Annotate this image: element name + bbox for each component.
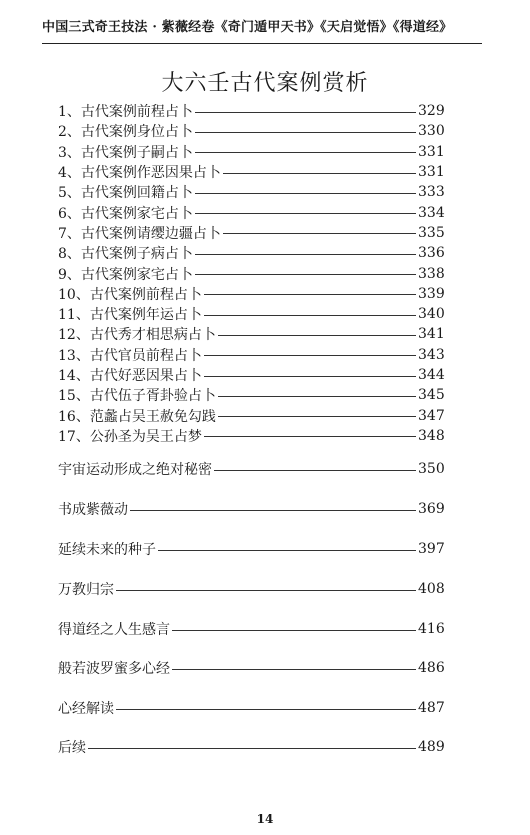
leader-line bbox=[172, 669, 416, 670]
chapter-entry[interactable] bbox=[58, 736, 445, 758]
toc-entry[interactable] bbox=[58, 385, 445, 405]
page-number: 14 bbox=[256, 812, 274, 826]
leader-line bbox=[130, 510, 416, 511]
toc-entry-label: 5、古代案例回籍占卜 bbox=[58, 185, 193, 202]
chapter-page: 487 bbox=[418, 700, 445, 716]
leader-line bbox=[218, 335, 416, 336]
toc-entry-label: 2、古代案例身位占卜 bbox=[58, 124, 193, 141]
toc-entry[interactable] bbox=[58, 162, 445, 182]
toc-entry-page: 330 bbox=[418, 123, 445, 140]
leader-line bbox=[204, 315, 416, 316]
leader-line bbox=[218, 416, 416, 417]
leader-line bbox=[204, 376, 416, 377]
leader-line bbox=[214, 470, 416, 471]
toc-entry[interactable] bbox=[58, 263, 445, 283]
chapter-label: 得道经之人生感言 bbox=[58, 622, 170, 638]
toc-entry-label: 10、古代案例前程占卜 bbox=[58, 286, 202, 303]
toc-entry-label: 16、范蠡占吴王赦免勾践 bbox=[58, 408, 216, 425]
toc-entry-label: 6、古代案例家宅占卜 bbox=[58, 205, 193, 222]
toc-entry[interactable] bbox=[58, 223, 445, 243]
leader-line bbox=[204, 355, 416, 356]
leader-line bbox=[195, 193, 416, 194]
toc-entry-label: 1、古代案例前程占卜 bbox=[58, 104, 193, 121]
chapter-page: 369 bbox=[418, 501, 445, 517]
chapter-label: 万教归宗 bbox=[58, 582, 114, 598]
section-title: 大六壬古代案例赏析 bbox=[161, 71, 369, 96]
toc-entry-label: 8、古代案例子病占卜 bbox=[58, 246, 193, 263]
running-header: 中国三式奇王技法 · 紫薇经卷《奇门遁甲天书》《天启觉悟》《得道经》 bbox=[42, 20, 453, 35]
chapter-page: 350 bbox=[418, 461, 445, 477]
leader-line bbox=[116, 590, 416, 591]
leader-line bbox=[172, 630, 416, 631]
toc-entry[interactable] bbox=[58, 182, 445, 202]
toc-entry-page: 343 bbox=[418, 346, 445, 363]
toc-entry-page: 331 bbox=[418, 143, 445, 160]
toc-entry-page: 340 bbox=[418, 306, 445, 323]
leader-line bbox=[223, 173, 416, 174]
chapter-page: 489 bbox=[418, 739, 445, 755]
toc-entry-label: 13、古代官员前程占卜 bbox=[58, 347, 202, 364]
leader-line bbox=[88, 748, 416, 749]
chapter-entry[interactable] bbox=[58, 618, 445, 640]
chapter-label: 后续 bbox=[58, 740, 86, 756]
toc-entry[interactable] bbox=[58, 345, 445, 365]
toc-entry-label: 11、古代案例年运占卜 bbox=[58, 307, 202, 324]
leader-line bbox=[195, 132, 416, 133]
toc-entry-page: 348 bbox=[418, 427, 445, 444]
toc-entry-page: 336 bbox=[418, 245, 445, 262]
leader-line bbox=[195, 254, 416, 255]
chapter-label: 心经解读 bbox=[58, 701, 114, 717]
chapter-entry[interactable] bbox=[58, 458, 445, 480]
toc-entry-page: 333 bbox=[418, 184, 445, 201]
leader-line bbox=[195, 152, 416, 153]
toc-entry-page: 341 bbox=[418, 326, 445, 343]
leader-line bbox=[195, 112, 416, 113]
chapter-page: 408 bbox=[418, 581, 445, 597]
toc-entry-label: 17、公孙圣为吴王占梦 bbox=[58, 428, 202, 445]
leader-line bbox=[204, 436, 416, 437]
toc-entry-label: 12、古代秀才相思病占卜 bbox=[58, 327, 216, 344]
chapter-page: 416 bbox=[418, 621, 445, 637]
leader-line bbox=[204, 294, 416, 295]
toc-entry-page: 345 bbox=[418, 387, 445, 404]
chapter-entry[interactable] bbox=[58, 538, 445, 560]
toc-entry[interactable] bbox=[58, 202, 445, 222]
toc-entry[interactable] bbox=[58, 142, 445, 162]
leader-line bbox=[116, 709, 416, 710]
leader-line bbox=[158, 550, 416, 551]
toc-entry-label: 14、古代好恶因果占卜 bbox=[58, 368, 202, 384]
toc-entry[interactable] bbox=[58, 365, 445, 385]
toc-entry[interactable] bbox=[58, 426, 445, 446]
toc-entry-page: 347 bbox=[418, 407, 445, 424]
toc-entry-page: 334 bbox=[418, 204, 445, 221]
toc-entry-label: 3、古代案例子嗣占卜 bbox=[58, 144, 193, 161]
toc-entry[interactable] bbox=[58, 304, 445, 324]
chapter-label: 延续未来的种子 bbox=[58, 542, 156, 558]
chapter-entry[interactable] bbox=[58, 578, 445, 600]
header-rule bbox=[42, 43, 482, 44]
toc-entry[interactable] bbox=[58, 243, 445, 263]
leader-line bbox=[195, 213, 416, 214]
chapter-entry[interactable] bbox=[58, 697, 445, 719]
toc-list bbox=[58, 101, 445, 446]
chapter-page: 397 bbox=[418, 541, 445, 557]
chapter-label: 书成紫薇动 bbox=[58, 502, 128, 518]
chapter-label: 宇宙运动形成之绝对秘密 bbox=[58, 462, 212, 478]
toc-entry-label: 4、古代案例作恶因果占卜 bbox=[58, 165, 221, 182]
leader-line bbox=[223, 233, 416, 234]
chapter-label: 般若波罗蜜多心经 bbox=[58, 661, 170, 677]
leader-line bbox=[218, 396, 416, 397]
toc-entry-page: 329 bbox=[418, 103, 445, 120]
toc-entry[interactable] bbox=[58, 121, 445, 141]
toc-entry-label: 7、古代案例请缨边疆占卜 bbox=[58, 225, 221, 242]
toc-entry-page: 339 bbox=[418, 285, 445, 302]
toc-entry-page: 338 bbox=[418, 265, 445, 282]
toc-entry[interactable] bbox=[58, 284, 445, 304]
chapter-entry[interactable] bbox=[58, 657, 445, 679]
chapter-page: 486 bbox=[418, 660, 445, 676]
leader-line bbox=[195, 274, 416, 275]
toc-entry-page: 344 bbox=[418, 367, 445, 383]
toc-entry-page: 335 bbox=[418, 224, 445, 241]
toc-entry-label: 9、古代案例家宅占卜 bbox=[58, 266, 193, 283]
toc-entry[interactable] bbox=[58, 101, 445, 121]
toc-entry[interactable] bbox=[58, 324, 445, 344]
toc-entry[interactable] bbox=[58, 405, 445, 425]
chapter-entry[interactable] bbox=[58, 498, 445, 520]
toc-entry-page: 331 bbox=[418, 164, 445, 181]
toc-entry-label: 15、古代伍子胥卦验占卜 bbox=[58, 388, 216, 405]
